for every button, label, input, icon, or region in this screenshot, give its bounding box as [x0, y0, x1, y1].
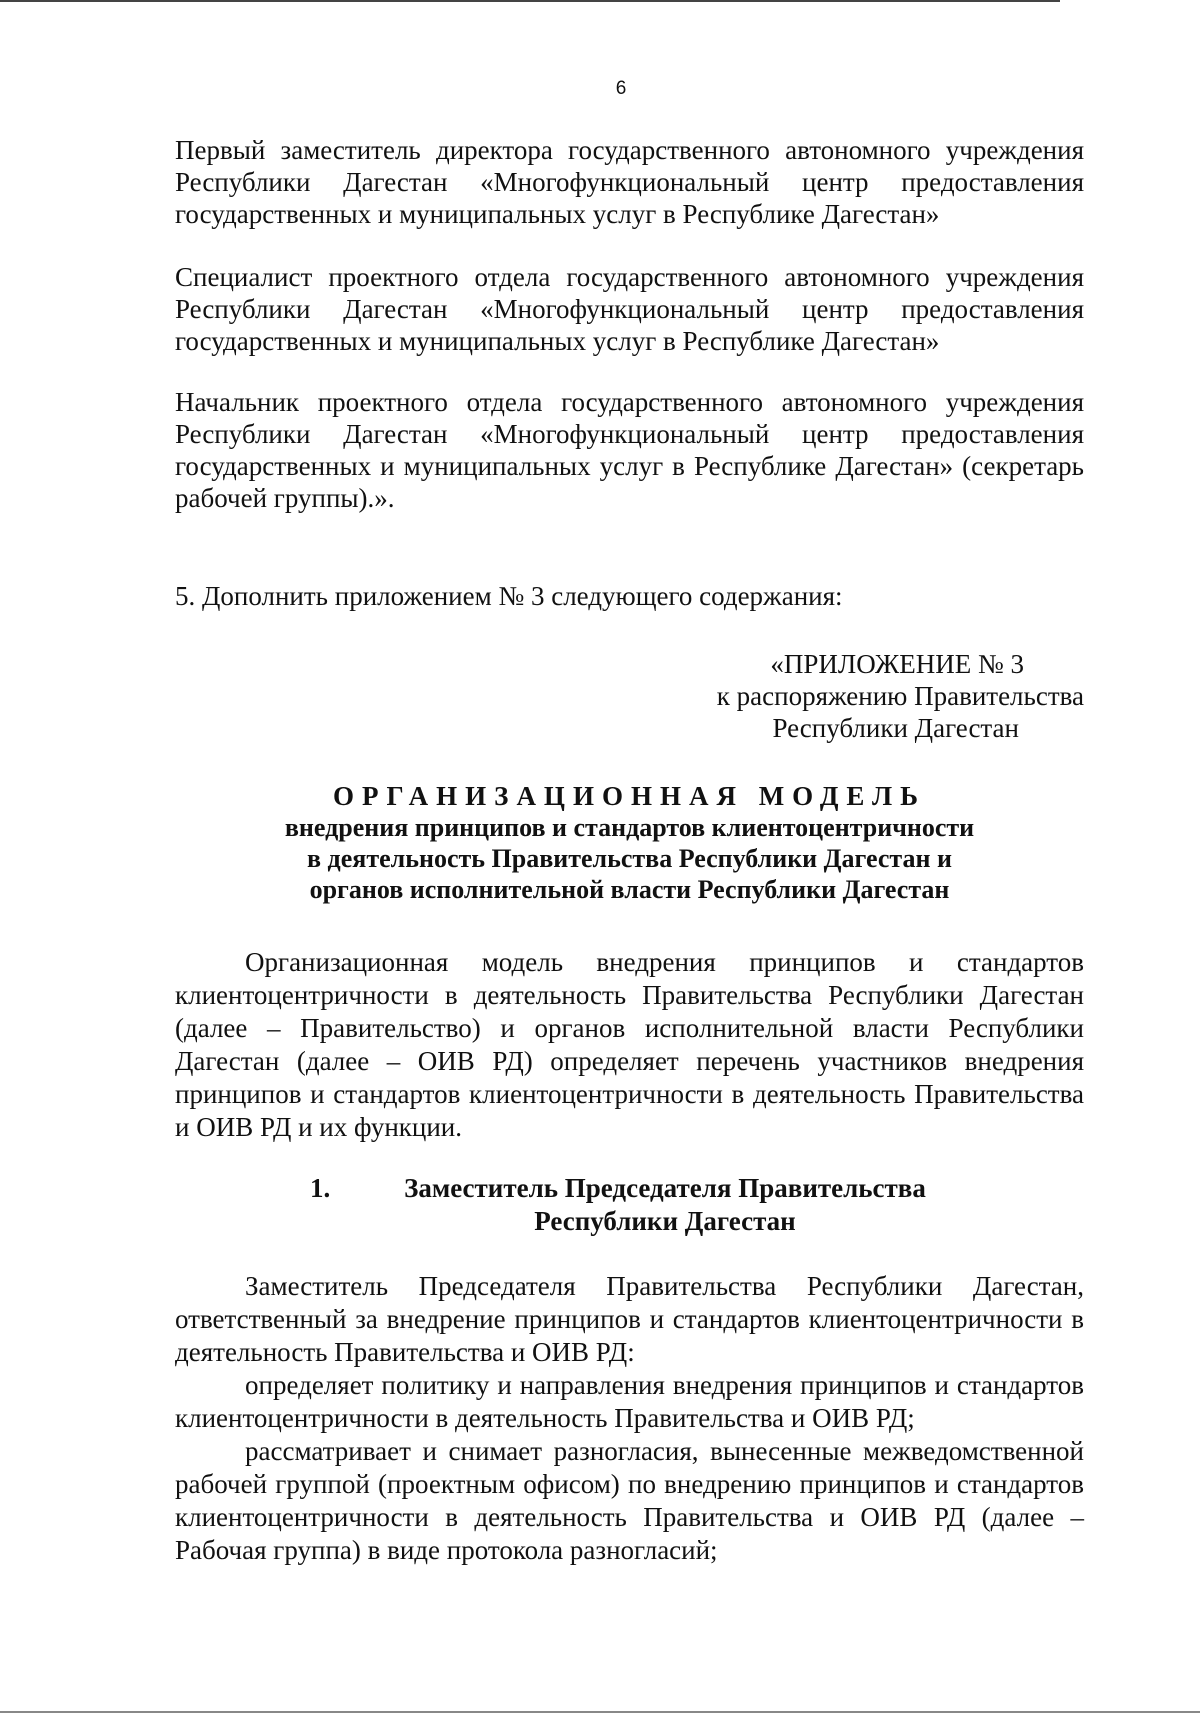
section-1-line-1: Заместитель Председателя Правительства	[404, 1173, 926, 1203]
appendix-header	[640, 648, 1084, 744]
section-1-heading	[300, 1172, 1000, 1238]
section-1-paragraph-3: рассматривает и снимает разногласия, вынесенные межведомственной рабочей группой (проектным офисом) по внедрению принципов и стандартов клиентоцентричности в деятельность Правительства и ОИВ РД (далее – Рабочая группа) в виде протокола разногласий;	[175, 1436, 1084, 1565]
title-main: ОРГАНИЗАЦИОННАЯ МОДЕЛЬ	[332, 781, 927, 811]
section-1-line-2: Республики Дагестан	[534, 1206, 796, 1236]
section-1-body	[175, 1270, 1084, 1567]
appendix-line-1: «ПРИЛОЖЕНИЕ № 3	[770, 649, 1024, 679]
title-line-3: в деятельность Правительства Республики Дагестан и	[307, 844, 952, 873]
appendix-line-3: Республики Дагестан	[772, 713, 1019, 743]
document-title	[175, 781, 1084, 905]
title-line-4: органов исполнительной власти Республики Дагестан	[309, 875, 950, 904]
title-line-2: внедрения принципов и стандартов клиентоцентричности	[284, 813, 975, 842]
member-entry-1: Первый заместитель директора государственного автономного учреждения Республики Дагестан «Многофункциональный центр предоставления государственных и муниципальных услуг в Республике Дагестан»	[175, 135, 1084, 229]
page-number: 6	[615, 78, 627, 99]
section-1-paragraph-1: Заместитель Председателя Правительства Республики Дагестан, ответственный за внедрение принципов и стандартов клиентоцентричности в деятельность Правительства и ОИВ РД:	[175, 1271, 1084, 1367]
intro-paragraph: Организационная модель внедрения принципов и стандартов клиентоцентричности в деятельность Правительства Республики Дагестан (далее – Правительство) и органов исполнительной власти Республики Дагестан (далее – ОИВ РД) определяет перечень участников внедрения принципов и стандартов клиентоцентричности в деятельность Правительства и ОИВ РД и их функции.	[175, 947, 1084, 1142]
section-1-number: 1.	[310, 1173, 331, 1203]
scan-edge-top	[0, 0, 1060, 2]
item-5: 5. Дополнить приложением № 3 следующего содержания:	[175, 581, 843, 611]
appendix-line-2: к распоряжению Правительства	[716, 681, 1084, 711]
member-entry-2: Специалист проектного отдела государственного автономного учреждения Республики Дагестан «Многофункциональный центр предоставления государственных и муниципальных услуг в Республике Дагестан»	[175, 262, 1084, 356]
section-1-paragraph-2: определяет политику и направления внедрения принципов и стандартов клиентоцентричности в деятельность Правительства и ОИВ РД;	[175, 1370, 1084, 1433]
member-entry-3: Начальник проектного отдела государственного автономного учреждения Республики Дагестан «Многофункциональный центр предоставления государственных и муниципальных услуг в Республике Дагестан» (секретарь рабочей группы).».	[175, 387, 1084, 513]
